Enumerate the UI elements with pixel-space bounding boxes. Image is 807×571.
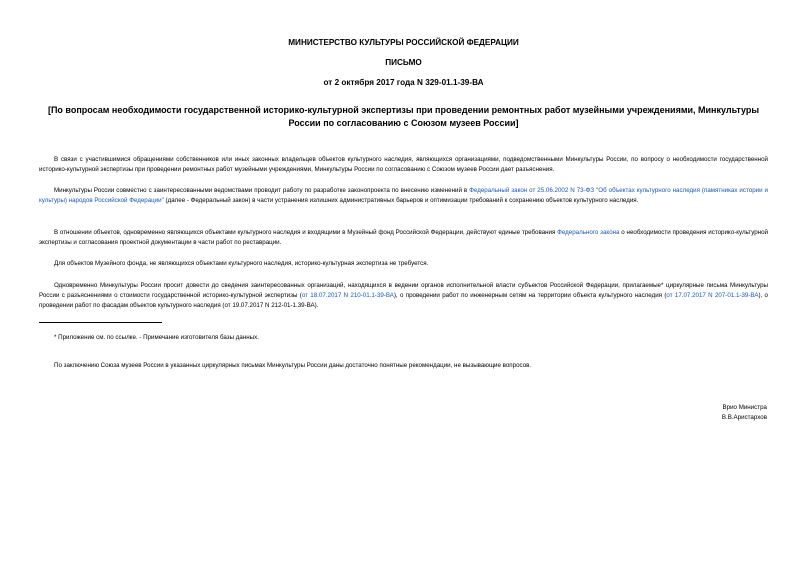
letter-210-link[interactable]: от 18.07.2017 N 210-01.1-39-ВА xyxy=(301,292,394,299)
document-subject: [По вопросам необходимости государственной историко-культурной экспертизы при проведении ремонтных работ музейными учреждениями, Минкультуры России по согласованию с Союзом музеев России] xyxy=(47,105,760,128)
paragraph-3-text-a: В отношении объектов, одновременно являющихся объектами культурного наследия и входящими в Музейный фонд Российской Федерации, действуют единые требования xyxy=(54,229,558,236)
document-type: ПИСЬМО xyxy=(385,58,422,67)
paragraph-4: Для объектов Музейного фонда, не являющихся объектами культурного наследия, историко-культурная экспертиза не требуется. xyxy=(54,260,429,267)
footnote-divider xyxy=(39,322,162,323)
signatory-position: Врио Министра xyxy=(722,404,767,411)
paragraph-1: В связи с участившимися обращениями собственников или иных законных владельцев объектов культурного наследия, являющихся организациями, подведомственными Минкультуры России, по вопросу о необходимости государственной историко-культурной экспертизы при проведении ремонтных работ музейными учреждениями, Минкультуры России по согласованию с Союзом музеев России дает разъяснения. xyxy=(39,156,768,173)
paragraph-2 xyxy=(39,186,768,206)
document-date-number: от 2 октября 2017 года N 329-01.1-39-ВА xyxy=(323,78,484,87)
paragraph-6: По заключению Союза музеев России в указанных циркулярных письмах Минкультуры России даны достаточно понятные рекомендации, не вызывающие вопросов. xyxy=(54,362,532,369)
paragraph-5 xyxy=(39,281,768,311)
paragraph-3 xyxy=(39,228,768,248)
letter-207-link[interactable]: от 17.07.2017 N 207-01.1-39-ВА xyxy=(666,292,759,299)
footnote: * Приложение см. по ссылке. - Примечание изготовителя базы данных. xyxy=(54,334,259,341)
paragraph-5-text-a: Одновременно Минкультуры России просит довести до сведения заинтересованных организаций, находящихся в ведении органов исполнительной власти субъектов Российской Федерации, прилагаемые* циркулярные письма Минкультуры России с разъяснениями о стоимости государственной историко-культурной экспертизы ( xyxy=(39,282,768,299)
paragraph-5-text-b: ), о проведении работ по инженерным сетям на территории объекта культурного наследия ( xyxy=(393,292,667,299)
paragraph-3-text-b: о необходимости проведения историко-культурной экспертизы и согласования проектной документации в части работ по реставрации. xyxy=(39,229,768,246)
ministry-heading: МИНИСТЕРСТВО КУЛЬТУРЫ РОССИЙСКОЙ ФЕДЕРАЦИИ xyxy=(288,38,519,47)
paragraph-5-text-c: ), о проведении работ по фасадам объектов культурного наследия (от 19.07.2017 N 212-01-1.39-ВА). xyxy=(39,292,769,309)
paragraph-2-text-a: Минкультуры России совместно с заинтересованными ведомствами проводит работу по разработке законопроекта по внесению изменений в xyxy=(54,187,470,194)
paragraph-2-text-b: (далее - Федеральный закон) в части устранения излишних административных барьеров и оптимизации требований к сохранению объектов культурного наследия. xyxy=(163,197,639,204)
signatory-name: В.В.Аристархов xyxy=(721,414,767,421)
federal-law-link[interactable]: Федеральный закон от 25.06.2002 N 73-ФЗ "Об объектах культурного наследия (памятниках истории и культуры) народов Российской Федерации" xyxy=(39,187,768,204)
federal-law-short-link[interactable]: Федерального закона xyxy=(557,229,620,236)
